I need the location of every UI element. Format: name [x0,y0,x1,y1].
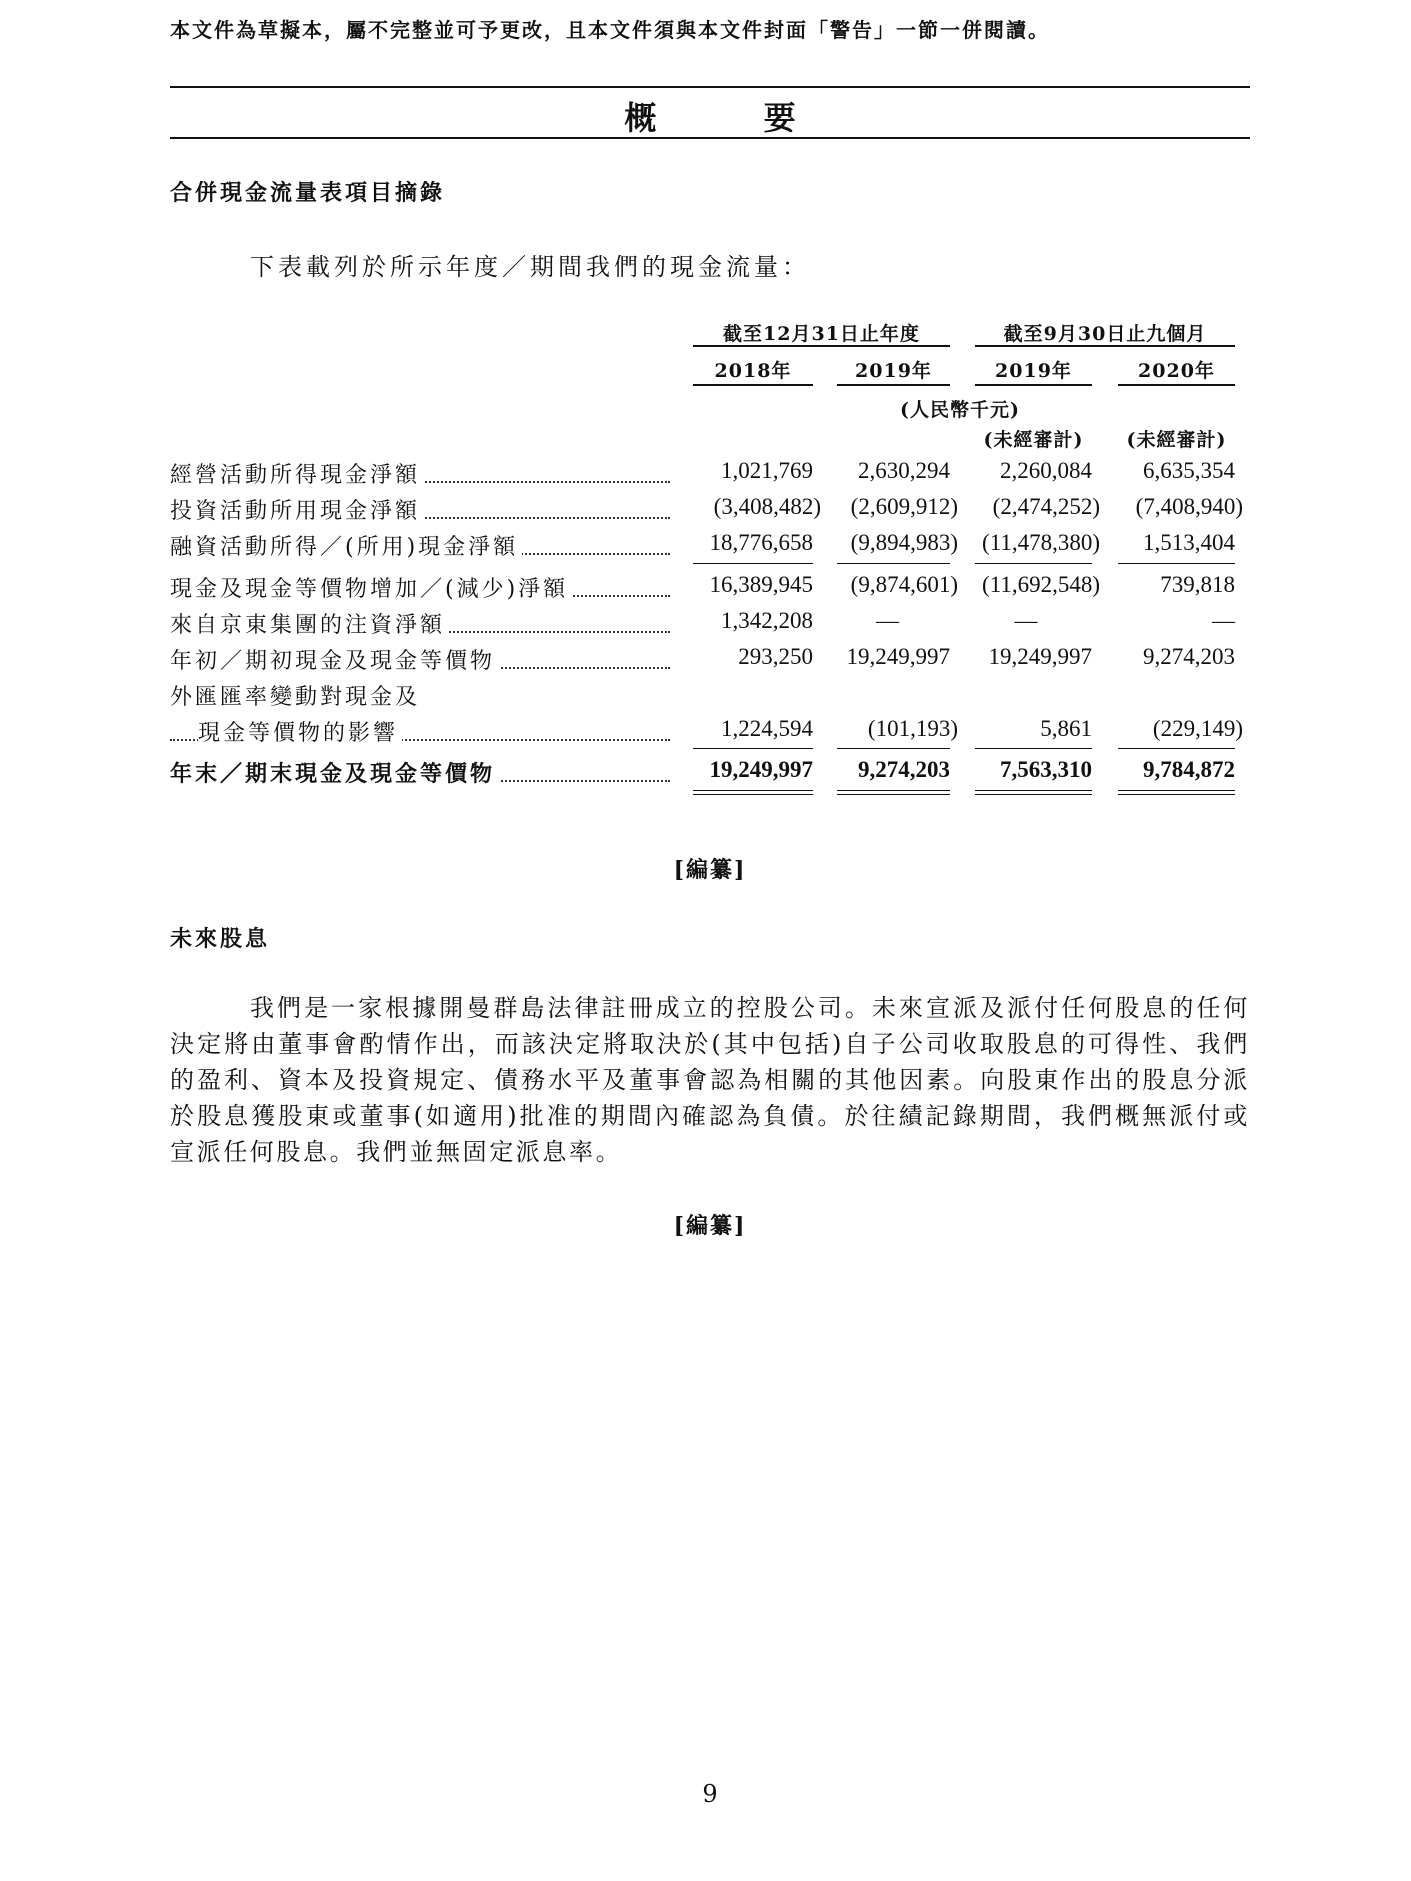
table-cell: 1,021,769 [721,458,813,483]
column-header-2019-nine-months: 2019年 [995,360,1072,382]
table-cell: 18,776,658 [709,530,813,555]
table-cell: 293,250 [738,644,813,669]
subtotal-rule [975,563,1092,564]
total-double-rule [1118,790,1235,795]
table-cell: 19,249,997 [846,644,950,669]
table-cell: — [876,608,899,633]
unaudited-label: (未經審計) [983,429,1084,451]
table-cell: 19,249,997 [988,644,1092,669]
table-cell: (11,478,380) [982,530,1100,555]
table-cell: 5,861 [1040,716,1092,741]
table-cell: 1,513,404 [1143,530,1235,555]
total-double-rule [975,790,1092,795]
total-double-rule [693,790,813,795]
unaudited-label: (未經審計) [1126,429,1227,451]
column-header-2019: 2019年 [855,360,932,382]
column-header-2020-rule [1118,384,1235,386]
column-header-2019-nine-months-rule [975,384,1092,386]
column-header-2019-rule [837,384,950,386]
cash-flow-intro: 下表載列於所示年度／期間我們的現金流量： [250,253,810,281]
title-bottom-rule [170,137,1250,139]
table-cell: (9,874,601) [850,572,958,597]
subtotal-rule [1118,748,1235,749]
table-cell: 739,818 [1160,572,1235,597]
table-cell-total: 9,274,203 [858,757,950,782]
row-label: 年初／期初現金及現金等價物 [170,644,670,675]
table-cell: 9,274,203 [1143,644,1235,669]
redacted-marker: [編纂] [673,857,747,883]
column-header-2018-rule [693,384,813,386]
table-cell: 1,224,594 [721,716,813,741]
group-header-nine-months-rule [975,345,1235,347]
table-cell: 16,389,945 [709,572,813,597]
subtotal-rule [837,748,950,749]
row-label: 投資活動所用現金淨額 [170,494,670,525]
row-label: 現金及現金等價物增加／(減少)淨額 [170,572,670,603]
subtotal-rule [1118,563,1235,564]
draft-warning: 本文件為草擬本，屬不完整並可予更改，且本文件須與本文件封面「警告」一節一併閱讀。 [170,18,1050,42]
title-top-rule [170,86,1250,88]
row-label: 外匯匯率變動對現金及 [170,680,670,711]
subtotal-rule [975,748,1092,749]
table-cell: — [1014,608,1038,633]
cash-flow-heading: 合併現金流量表項目摘錄 [170,180,446,206]
column-header-2020: 2020年 [1138,360,1215,382]
table-cell: — [1212,608,1235,633]
table-cell: 2,260,084 [1000,458,1092,483]
unit-label: (人民幣千元) [900,399,1020,421]
row-label: 來自京東集團的注資淨額 [170,608,670,639]
table-cell: 2,630,294 [858,458,950,483]
total-double-rule [837,790,950,795]
table-cell-total: 7,563,310 [1000,757,1092,782]
dividends-paragraph: 我們是一家根據開曼群島法律註冊成立的控股公司。未來宣派及派付任何股息的任何決定將由董事會酌情作出，而該決定將取決於(其中包括)自子公司收取股息的可得性、我們的盈利、資本及投資規定、債務水平及董事會認為相關的其他因素。向股東作出的股息分派於股息獲股東或董事(如適用)批准的期間內確認為負債。於往績記錄期間，我們概無派付或宣派任何股息。我們並無固定派息率。 [170,994,1250,1166]
group-header-year: 截至12月31日止年度 [723,323,920,345]
table-cell: (2,609,912) [850,494,958,519]
table-cell: 1,342,208 [721,608,813,633]
group-header-nine-months: 截至9月30日止九個月 [1003,323,1207,345]
column-header-2018: 2018年 [714,360,792,382]
table-cell: (7,408,940) [1135,494,1243,519]
row-label: 經營活動所得現金淨額 [170,458,670,489]
row-label: 現金等價物的影響 [170,716,670,747]
group-header-year-rule [693,345,950,347]
subtotal-rule [693,563,813,564]
subtotal-rule [837,563,950,564]
table-cell: (9,894,983) [850,530,958,555]
page-number: 9 [702,1780,718,1808]
table-cell: 6,635,354 [1143,458,1235,483]
table-cell: (229,149) [1152,716,1243,741]
table-cell: (11,692,548) [982,572,1100,597]
dividends-heading: 未來股息 [170,926,271,952]
table-cell-total: 19,249,997 [709,757,813,782]
redacted-marker: [編纂] [673,1213,747,1239]
table-cell: (3,408,482) [713,494,821,519]
subtotal-rule [693,748,813,749]
row-label: 融資活動所得／(所用)現金淨額 [170,530,670,561]
table-cell-total: 9,784,872 [1143,757,1235,782]
table-cell: (101,193) [867,716,958,741]
page-title: 概 要 [624,99,844,137]
row-label-total: 年末／期末現金及現金等價物 [170,757,670,788]
table-cell: (2,474,252) [992,494,1100,519]
